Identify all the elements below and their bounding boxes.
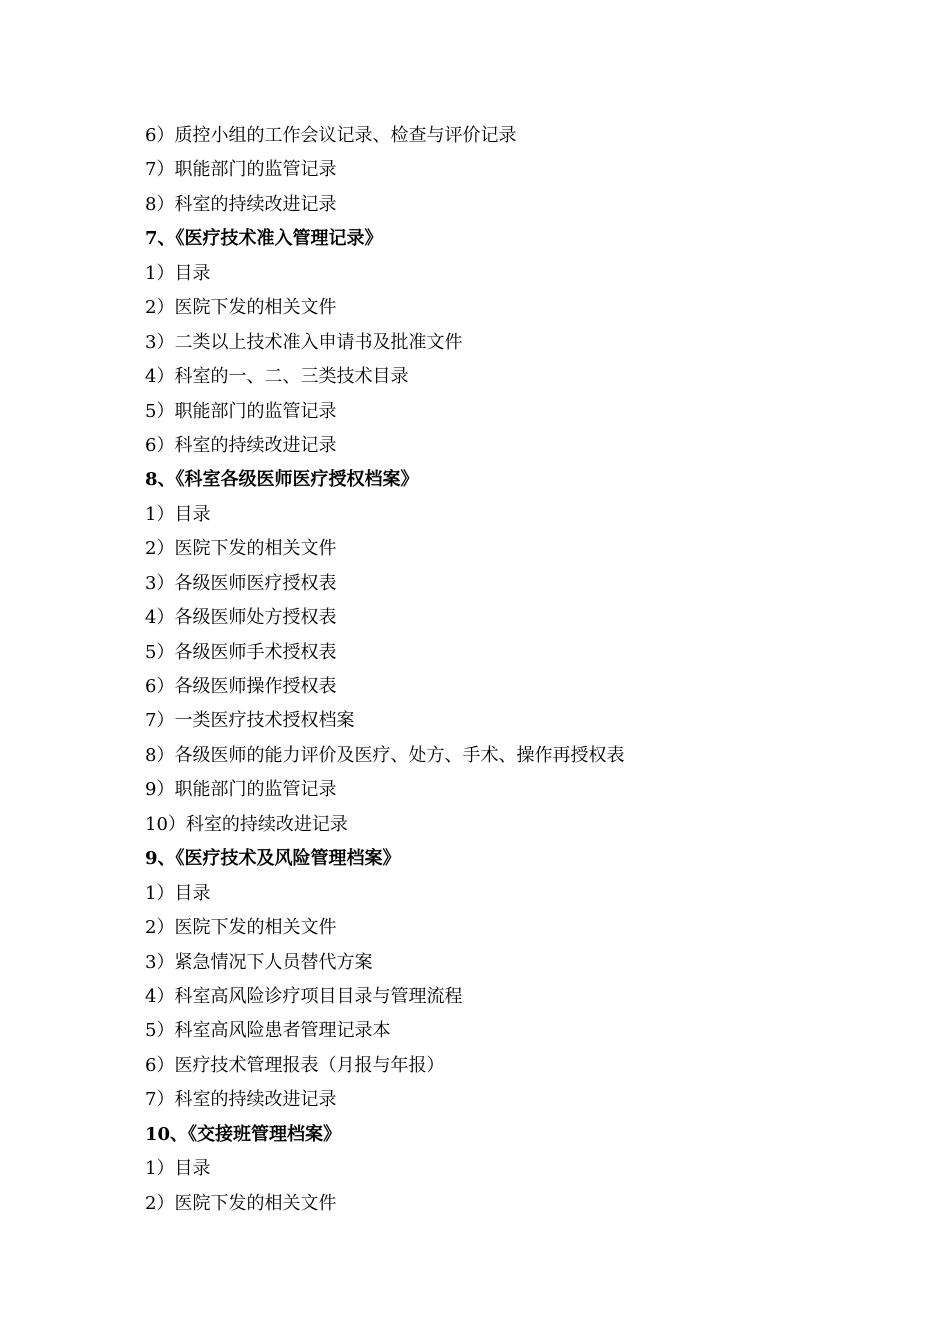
list-item: 2）医院下发的相关文件 [145, 917, 337, 939]
list-item: 2）医院下发的相关文件 [145, 1192, 337, 1214]
list-item: 6）科室的持续改进记录 [145, 434, 337, 456]
list-item: 6）医疗技术管理报表（月报与年报） [145, 1054, 445, 1076]
list-item: 4）各级医师处方授权表 [145, 607, 337, 629]
list-item: 5）科室高风险患者管理记录本 [145, 1020, 391, 1042]
list-item: 2）医院下发的相关文件 [145, 538, 337, 560]
list-item: 2）医院下发的相关文件 [145, 297, 337, 319]
list-item: 4）科室的一、二、三类技术目录 [145, 366, 409, 388]
list-item: 10）科室的持续改进记录 [145, 813, 348, 835]
section-heading: 9、《医疗技术及风险管理档案》 [145, 848, 401, 870]
list-item: 8）各级医师的能力评价及医疗、处方、手术、操作再授权表 [145, 744, 625, 766]
list-item: 5）职能部门的监管记录 [145, 400, 337, 422]
list-item: 6）各级医师操作授权表 [145, 676, 337, 697]
list-item: 1）目录 [145, 882, 211, 904]
list-item: 1）目录 [145, 262, 211, 284]
list-item: 6）质控小组的工作会议记录、检查与评价记录 [145, 125, 517, 146]
list-item: 7）科室的持续改进记录 [145, 1089, 337, 1111]
list-item: 8）科室的持续改进记录 [145, 193, 337, 215]
list-item: 1）目录 [145, 1158, 211, 1180]
list-item: 4）科室高风险诊疗项目目录与管理流程 [145, 985, 463, 1007]
section-heading: 8、《科室各级医师医疗授权档案》 [145, 469, 419, 491]
list-item: 3）二类以上技术准入申请书及批准文件 [145, 331, 463, 353]
list-item: 5）各级医师手术授权表 [145, 641, 337, 663]
section-heading: 7、《医疗技术准入管理记录》 [145, 228, 383, 250]
list-item: 7）一类医疗技术授权档案 [145, 710, 355, 732]
list-item: 3）紧急情况下人员替代方案 [145, 951, 373, 973]
list-item: 9）职能部门的监管记录 [145, 779, 337, 801]
list-item: 7）职能部门的监管记录 [145, 159, 337, 181]
section-heading: 10、《交接班管理档案》 [145, 1123, 342, 1145]
list-item: 1）目录 [145, 503, 211, 525]
list-item: 3）各级医师医疗授权表 [145, 572, 337, 594]
document-body [145, 119, 905, 1221]
